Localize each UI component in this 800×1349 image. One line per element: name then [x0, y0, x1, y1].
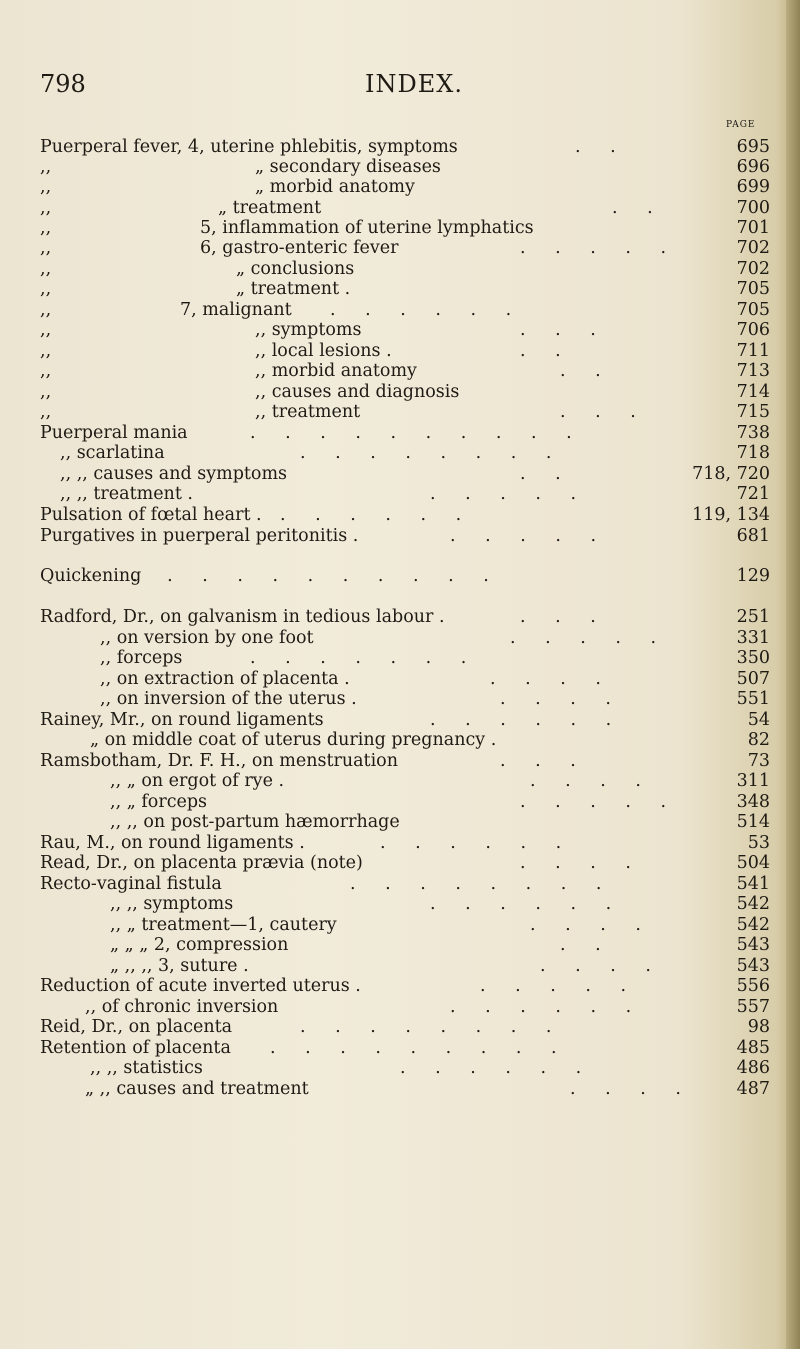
entry-page-number: 543	[736, 935, 770, 955]
leader-dots: . . .	[560, 402, 648, 422]
entry-text: ,, causes and diagnosis	[255, 382, 460, 402]
entry-text: „ secondary diseases	[255, 157, 441, 177]
entry-text: Read, Dr., on placenta prævia (note)	[40, 853, 363, 873]
ditto-mark: ,,	[40, 218, 52, 238]
ditto-mark: ,,	[40, 300, 52, 320]
entry-text: 7, malignant	[180, 300, 292, 320]
leader-dots: . . . . . . . . .	[270, 1038, 569, 1058]
entry-text: Radford, Dr., on galvanism in tedious labour .	[40, 607, 445, 627]
entry-page-number: 541	[736, 874, 770, 894]
leader-dots: . . . .	[490, 669, 613, 689]
entry-text: „ treatment	[218, 198, 322, 218]
entry-page-number: 557	[736, 997, 770, 1017]
entry-text: Retention of placenta	[40, 1038, 231, 1058]
index-entry	[0, 382, 800, 402]
entry-page-number: 98	[747, 1017, 770, 1037]
entry-text: „ conclusions	[236, 259, 355, 279]
entry-page-number: 507	[736, 669, 770, 689]
entry-text: „ „ „ 2, compression	[110, 935, 289, 955]
leader-dots: . . . . .	[480, 976, 639, 996]
entry-page-number: 711	[736, 341, 770, 361]
entry-page-number: 82	[747, 730, 770, 750]
leader-dots: . . . .	[530, 915, 653, 935]
entry-text: Puerperal mania	[40, 423, 188, 443]
entry-page-number: 542	[736, 915, 770, 935]
entry-text: Puerperal fever, 4, uterine phlebitis, symptoms	[40, 137, 458, 157]
entry-page-number: 721	[736, 484, 770, 504]
index-entry	[0, 526, 800, 546]
entry-text: ,, „ on ergot of rye .	[110, 771, 285, 791]
entry-page-number: 718	[736, 443, 770, 463]
entry-text: ,, of chronic inversion	[85, 997, 279, 1017]
leader-dots: . . . .	[500, 689, 623, 709]
leader-dots: . . . . .	[520, 792, 679, 812]
index-entry	[0, 771, 800, 791]
entry-text: ,, on extraction of placenta .	[100, 669, 350, 689]
leader-dots: . . . . . . . .	[300, 443, 564, 463]
index-entry	[0, 443, 800, 463]
leader-dots: . . . . . .	[330, 300, 524, 320]
leader-dots: . . . . . .	[400, 1058, 594, 1078]
index-entry	[0, 607, 800, 627]
entry-text: Recto-vaginal fistula	[40, 874, 222, 894]
page-number: 798	[40, 70, 86, 98]
entry-page-number: 350	[736, 648, 770, 668]
entry-page-number: 681	[736, 526, 770, 546]
index-entry	[0, 279, 800, 299]
entry-text: „ morbid anatomy	[255, 177, 415, 197]
leader-dots: . . . . . . . . . . .	[132, 566, 501, 586]
leader-dots: . .	[612, 198, 665, 218]
entry-page-number: 54	[747, 710, 770, 730]
entry-text: ,, scarlatina	[60, 443, 165, 463]
index-entry	[0, 976, 800, 996]
leader-dots: . . . . . .	[450, 997, 644, 1017]
entry-text: Pulsation of fœtal heart .	[40, 505, 262, 525]
index-entry	[0, 505, 800, 525]
entry-page-number: 695	[736, 137, 770, 157]
entry-page-number: 700	[736, 198, 770, 218]
index-entry	[0, 259, 800, 279]
entry-page-number: 487	[736, 1079, 770, 1099]
index-entry	[0, 341, 800, 361]
entry-page-number: 701	[736, 218, 770, 238]
entry-text: „ ,, ,, 3, suture .	[110, 956, 249, 976]
leader-dots: . . . . . .	[280, 505, 474, 525]
leader-dots: . . . .	[570, 1079, 693, 1099]
entry-text: ,, symptoms	[255, 320, 362, 340]
entry-text: 6, gastro-enteric fever	[200, 238, 399, 258]
index-entry	[0, 628, 800, 648]
entry-page-number: 53	[747, 833, 770, 853]
entry-text: ,, treatment	[255, 402, 361, 422]
leader-dots: . . .	[520, 607, 608, 627]
index-entry	[0, 464, 800, 484]
ditto-mark: ,,	[40, 320, 52, 340]
leader-dots: . . . . . .	[430, 894, 624, 914]
entry-page-number: 514	[736, 812, 770, 832]
leader-dots: . .	[520, 464, 573, 484]
index-entry	[0, 894, 800, 914]
ditto-mark: ,,	[40, 177, 52, 197]
index-entry	[0, 833, 800, 853]
entry-page-number: 485	[736, 1038, 770, 1058]
entry-text: ,, ,, statistics	[90, 1058, 203, 1078]
leader-dots: . . . . . .	[430, 710, 624, 730]
entry-page-number: 706	[736, 320, 770, 340]
index-entry	[0, 812, 800, 832]
leader-dots: . . . . .	[510, 628, 669, 648]
index-entry	[0, 566, 800, 586]
entry-page-number: 738	[736, 423, 770, 443]
ditto-mark: ,,	[40, 382, 52, 402]
index-entry	[0, 710, 800, 730]
entry-page-number: 348	[736, 792, 770, 812]
entry-page-number: 119, 134	[692, 505, 770, 525]
index-entry	[0, 730, 800, 750]
entry-page-number: 713	[736, 361, 770, 381]
index-entry	[0, 997, 800, 1017]
index-entry	[0, 361, 800, 381]
ditto-mark: ,,	[40, 259, 52, 279]
leader-dots: . . . . .	[430, 484, 589, 504]
entry-text: ,, „ treatment—1, cautery	[110, 915, 337, 935]
leader-dots: . . . . . . . . . .	[250, 423, 584, 443]
index-entry	[0, 198, 800, 218]
entry-page-number: 311	[736, 771, 770, 791]
index-entry	[0, 874, 800, 894]
leader-dots: . . .	[500, 751, 588, 771]
leader-dots: . . . .	[530, 771, 653, 791]
entry-text: ,, „ forceps	[110, 792, 208, 812]
leader-dots: . .	[560, 935, 613, 955]
index-entry	[0, 648, 800, 668]
ditto-mark: ,,	[40, 157, 52, 177]
entry-page-number: 705	[736, 300, 770, 320]
entry-page-number: 714	[736, 382, 770, 402]
index-entry	[0, 320, 800, 340]
index-entry	[0, 853, 800, 873]
entry-page-number: 129	[736, 566, 770, 586]
index-entry	[0, 423, 800, 443]
entry-text: ,, ,, treatment .	[60, 484, 193, 504]
ditto-mark: ,,	[40, 402, 52, 422]
entry-text: Rainey, Mr., on round ligaments	[40, 710, 324, 730]
index-entry	[0, 751, 800, 771]
entry-page-number: 556	[736, 976, 770, 996]
ditto-mark: ,,	[40, 238, 52, 258]
entry-page-number: 73	[747, 751, 770, 771]
leader-dots: . . . .	[540, 956, 663, 976]
leader-dots: . . . . . . . .	[300, 1017, 564, 1037]
leader-dots: . .	[575, 137, 628, 157]
entry-text: ,, ,, causes and symptoms	[60, 464, 288, 484]
entry-text: „ treatment .	[236, 279, 351, 299]
entry-page-number: 331	[736, 628, 770, 648]
entry-text: ,, forceps	[100, 648, 183, 668]
entry-page-number: 718, 720	[692, 464, 770, 484]
index-entry	[0, 1038, 800, 1058]
entry-page-number: 702	[736, 238, 770, 258]
entry-page-number: 699	[736, 177, 770, 197]
entry-page-number: 251	[736, 607, 770, 627]
index-entry	[0, 484, 800, 504]
leader-dots: . .	[520, 341, 573, 361]
index-entry	[0, 218, 800, 238]
entry-page-number: 702	[736, 259, 770, 279]
entry-page-number: 551	[736, 689, 770, 709]
entry-text: „ on middle coat of uterus during pregnancy .	[90, 730, 497, 750]
entry-page-number: 696	[736, 157, 770, 177]
ditto-mark: ,,	[40, 361, 52, 381]
entry-text: ,, local lesions .	[255, 341, 392, 361]
leader-dots: . . . . . . .	[250, 648, 479, 668]
entry-text: Reid, Dr., on placenta	[40, 1017, 233, 1037]
index-entry	[0, 238, 800, 258]
index-entry	[0, 915, 800, 935]
index-entry	[0, 956, 800, 976]
index-entry	[0, 137, 800, 157]
ditto-mark: ,,	[40, 279, 52, 299]
leader-dots: . . . . .	[520, 238, 679, 258]
ditto-mark: ,,	[40, 341, 52, 361]
leader-dots: . . .	[520, 320, 608, 340]
entry-text: „ ,, causes and treatment	[85, 1079, 309, 1099]
index-entry	[0, 689, 800, 709]
index-entry	[0, 792, 800, 812]
page-title: INDEX.	[365, 70, 463, 98]
entry-text: ,, ,, on post-partum hæmorrhage	[110, 812, 400, 832]
entry-page-number: 715	[736, 402, 770, 422]
ditto-mark: ,,	[40, 198, 52, 218]
entry-text: 5, inflammation of uterine lymphatics	[200, 218, 534, 238]
leader-dots: . . . .	[520, 853, 643, 873]
leader-dots: . .	[560, 361, 613, 381]
entry-page-number: 542	[736, 894, 770, 914]
entry-text: Reduction of acute inverted uterus .	[40, 976, 361, 996]
entry-text: Purgatives in puerperal peritonitis .	[40, 526, 359, 546]
index-entry	[0, 1058, 800, 1078]
entry-text: ,, morbid anatomy	[255, 361, 417, 381]
entry-page-number: 486	[736, 1058, 770, 1078]
index-entry	[0, 300, 800, 320]
entry-text: Quickening	[40, 566, 142, 586]
leader-dots: . . . . .	[450, 526, 609, 546]
entry-text: Rau, M., on round ligaments .	[40, 833, 305, 853]
entry-text: ,, on version by one foot	[100, 628, 314, 648]
index-entry	[0, 669, 800, 689]
entry-page-number: 705	[736, 279, 770, 299]
leader-dots: . . . . . .	[380, 833, 574, 853]
entry-page-number: 504	[736, 853, 770, 873]
index-entry	[0, 402, 800, 422]
index-entry	[0, 1017, 800, 1037]
entry-text: ,, ,, symptoms	[110, 894, 234, 914]
index-entry	[0, 157, 800, 177]
entry-text: Ramsbotham, Dr. F. H., on menstruation	[40, 751, 398, 771]
index-entry	[0, 177, 800, 197]
index-entry	[0, 935, 800, 955]
page-column-label: PAGE	[726, 120, 756, 130]
leader-dots: . . . . . . . .	[350, 874, 614, 894]
index-entry	[0, 1079, 800, 1099]
entry-text: ,, on inversion of the uterus .	[100, 689, 357, 709]
entry-page-number: 543	[736, 956, 770, 976]
